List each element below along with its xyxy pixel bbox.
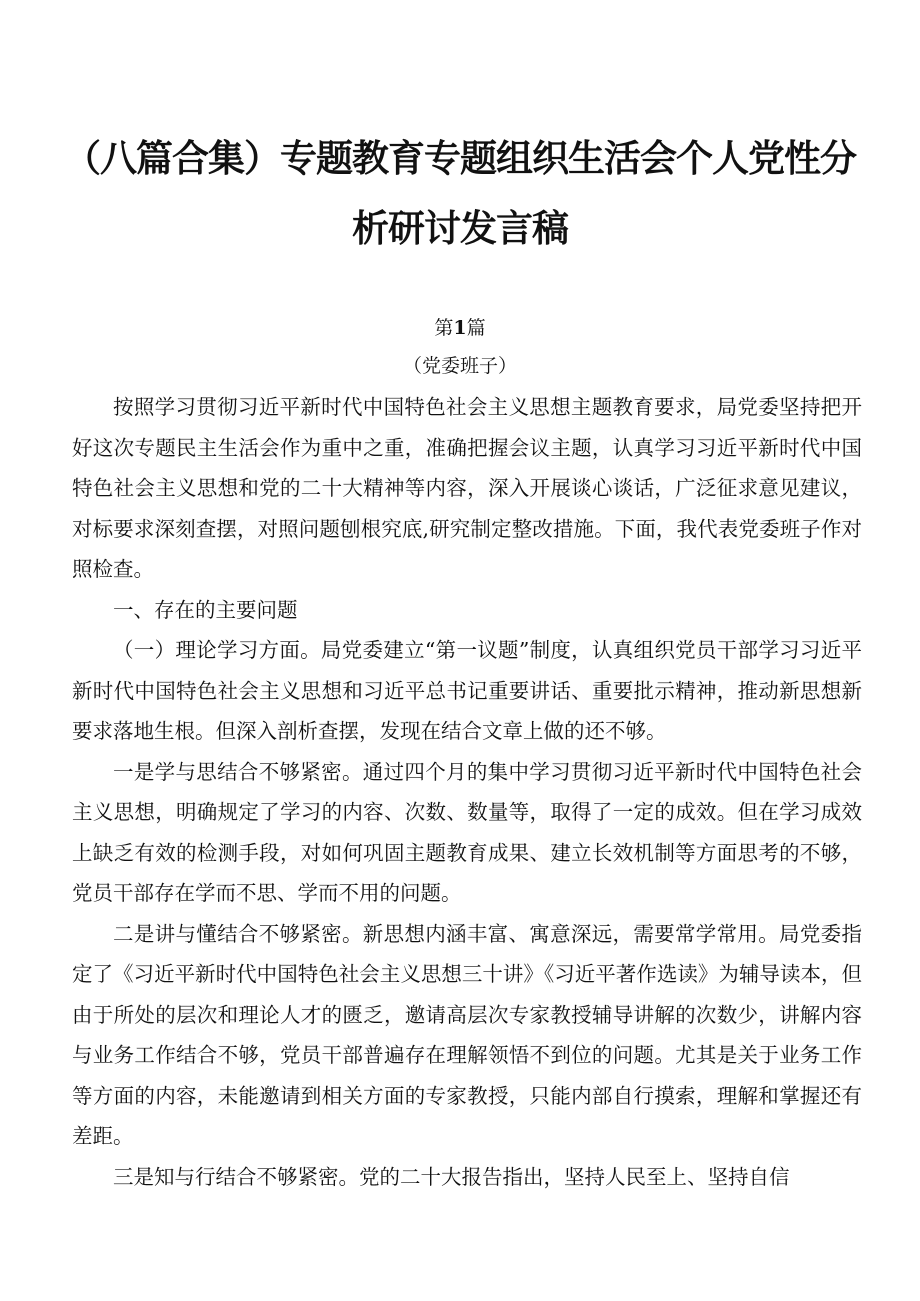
paragraph-point-two: 二是讲与懂结合不够紧密。新思想内涵丰富、寓意深远，需要常学常用。局党委指定了《习近平新时代中国特色社会主义思想三十讲》《习近平著作选读》为辅导读本，但由于所处的层次和理论人才的匮乏，邀请高层次专家教授辅导讲解的次数少，讲解内容与业务工作结合不够，党员干部普遍存在理解领悟不到位的问题。尤其是关于业务工作等方面的内容，未能邀请到相关方面的专家教授，只能内部自行摸索，理解和掌握还有差距。 xyxy=(72,921,862,1148)
section-suffix: 篇 xyxy=(466,317,486,339)
section-subtitle: （党委班子） xyxy=(402,355,517,377)
section-label xyxy=(60,316,860,340)
document-title-line-1: （八篇合集）专题教育专题组织生活会个人党性分 xyxy=(64,137,856,180)
paragraph-point-one: 一是学与思结合不够紧密。通过四个月的集中学习贯彻习近平新时代中国特色社会主义思想，明确规定了学习的内容、次数、数量等，取得了一定的成效。但在学习成效上缺乏有效的检测手段，对如何巩固主题教育成果、建立长效机制等方面思考的不够，党员干部存在学而不思、学而不用的问题。 xyxy=(72,759,862,905)
paragraph-intro: 按照学习贯彻习近平新时代中国特色社会主义思想主题教育要求，局党委坚持把开好这次专题民主生活会作为重中之重，准确把握会议主题，认真学习习近平新时代中国特色社会主义思想和党的二十大精神等内容，深入开展谈心谈话，广泛征求意见建议，对标要求深刻查摆，对照问题刨根究底,研究制定整改措施。下面，我代表党委班子作对照检查。 xyxy=(72,395,862,581)
document-body xyxy=(72,387,862,1197)
paragraph-theory-study: （一）理论学习方面。局党委建立“第一议题”制度，认真组织党员干部学习习近平新时代中国特色社会主义思想和习近平总书记重要讲话、重要批示精神，推动新思想新要求落地生根。但深入剖析查摆，发现在结合文章上做的还不够。 xyxy=(72,638,862,743)
paragraph-heading-main-problems: 一、存在的主要问题 xyxy=(113,597,298,622)
paragraph-point-three: 三是知与行结合不够紧密。党的二十大报告指出，坚持人民至上、坚持自信 xyxy=(113,1164,790,1189)
section-number: 1 xyxy=(453,317,467,339)
document-title-line-2: 析研讨发言稿 xyxy=(352,207,568,250)
section-prefix: 第 xyxy=(434,317,454,339)
